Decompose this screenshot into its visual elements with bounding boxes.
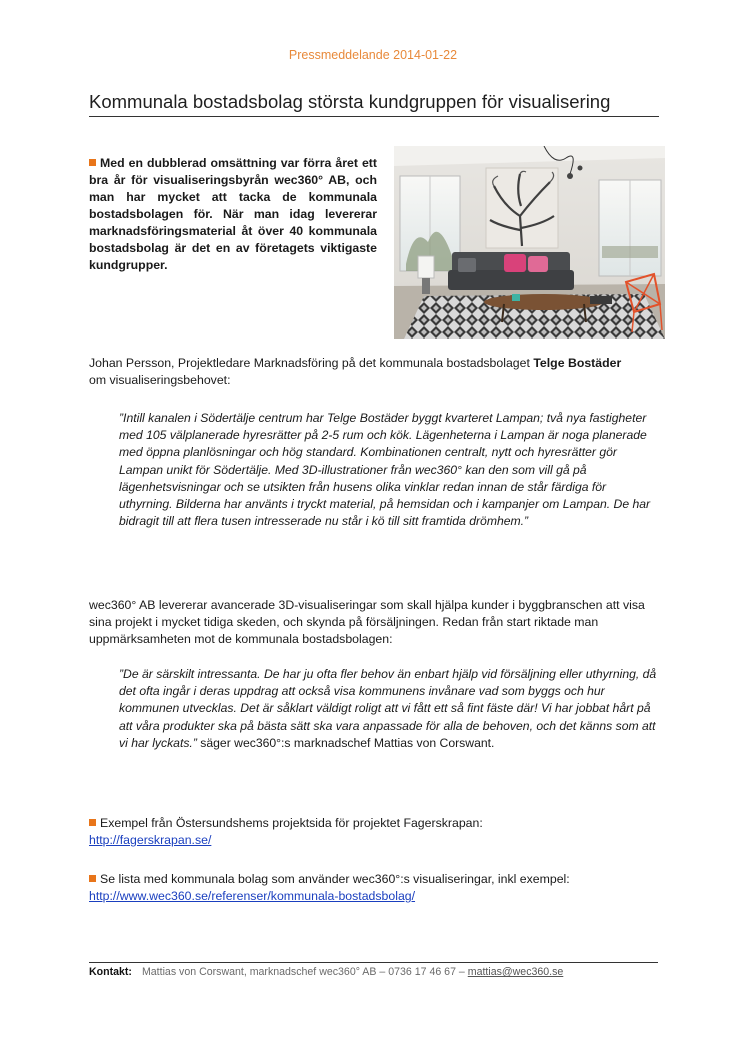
orange-square-icon xyxy=(89,819,96,826)
telge-quote: ”Intill kanalen i Södertälje centrum har Telge Bostäder byggt kvarteret Lampan; två nya fastigheter med 105 välplanerade hyresrätter på 2-5 rum och kök. Lägenheterna i Lampan är noga planerade med öppna planlösningar och hög standard. Kombinationen centralt, nytt och hyresrätter gör Lampan unikt för Södertälje. Med 3D-illustrationer från wec360° kan den som vill gå på lägenhetsvisningar och se utsikten från husens olika vinklar redan innan de står färdiga för uthyrning. Bilderna har använts i tryckt material, på hemsidan och i kampanjer om Lampan. De har bidragit till att flera tusen intresserade nu står i kö till sitt framtida drömhem.” xyxy=(119,411,651,529)
contact-footer xyxy=(89,966,689,978)
contact-text: Mattias von Corswant, marknadschef wec360° AB – 0736 17 46 67 – xyxy=(141,966,468,978)
person-text: Johan Persson, Projektledare Marknadsföring på det kommunala bostadsbolaget xyxy=(89,356,534,370)
footer-divider xyxy=(89,962,658,963)
company-paragraph: wec360° AB levererar avancerade 3D-visualiseringar som skall hjälpa kunder i byggbranschen att visa sina projekt i mycket tidiga skeden, och skynda på försäljningen. Redan från start riktade man uppmärksamheten mot de kommunala bostadsbolagen: xyxy=(89,598,645,646)
link-description: Se lista med kommunala bolag som använder wec360°:s visualiseringar, inkl exempel: xyxy=(100,872,570,886)
person-intro-paragraph xyxy=(89,355,669,389)
contact-email-link[interactable]: mattias@wec360.se xyxy=(467,966,564,978)
quote-attribution: säger wec360°:s marknadschef Mattias von Corswant. xyxy=(196,735,495,750)
living-room-visualization-image xyxy=(394,146,665,339)
orange-square-icon xyxy=(89,875,96,882)
marketing-quote-text: ”De är särskilt intressanta. De har ju ofta fler behov än enbart hjälp vid försäljning eller uthyrning, då det ofta ingår i deras uppdrag att också visa kommunens invånare vad som byggs och hur kommunen utvecklas. Det är såklart väldigt roligt att vi fått ett så fint fäste där! Vi har jobbat hårt på att våra produkter ska på bästa sätt ska vara anpassade för alla de behoven, och det känns som att vi har lyckats.” xyxy=(119,667,657,750)
person-suffix: om visualiseringsbehovet: xyxy=(89,373,231,387)
marketing-quote xyxy=(119,666,659,752)
link-description: Exempel från Östersundshems projektsida för projektet Fagerskrapan: xyxy=(100,816,483,830)
references-link[interactable]: http://www.wec360.se/referenser/kommunala-bostadsbolag/ xyxy=(89,889,416,903)
intro-paragraph xyxy=(89,155,377,274)
link-item-fagerskrapan xyxy=(89,815,689,849)
link-item-references xyxy=(89,871,689,905)
contact-label: Kontakt: xyxy=(89,966,132,978)
fagerskrapan-link[interactable]: http://fagerskrapan.se/ xyxy=(89,833,212,847)
page-title: Kommunala bostadsbolag största kundgruppen för visualisering xyxy=(89,90,659,117)
company-name: Telge Bostäder xyxy=(533,356,622,370)
press-release-date: Pressmeddelande 2014-01-22 xyxy=(288,48,458,62)
orange-square-icon xyxy=(89,159,96,166)
intro-text: Med en dubblerad omsättning var förra året ett bra år för visualiseringsbyrån wec360° AB, och man har mycket att tacka de kommunala bostadsbolagen för. När man idag levererar marknadsföringsmaterial åt över 40 kommunala bostadsbolag är det en av företagets viktigaste kundgrupper. xyxy=(89,156,377,272)
